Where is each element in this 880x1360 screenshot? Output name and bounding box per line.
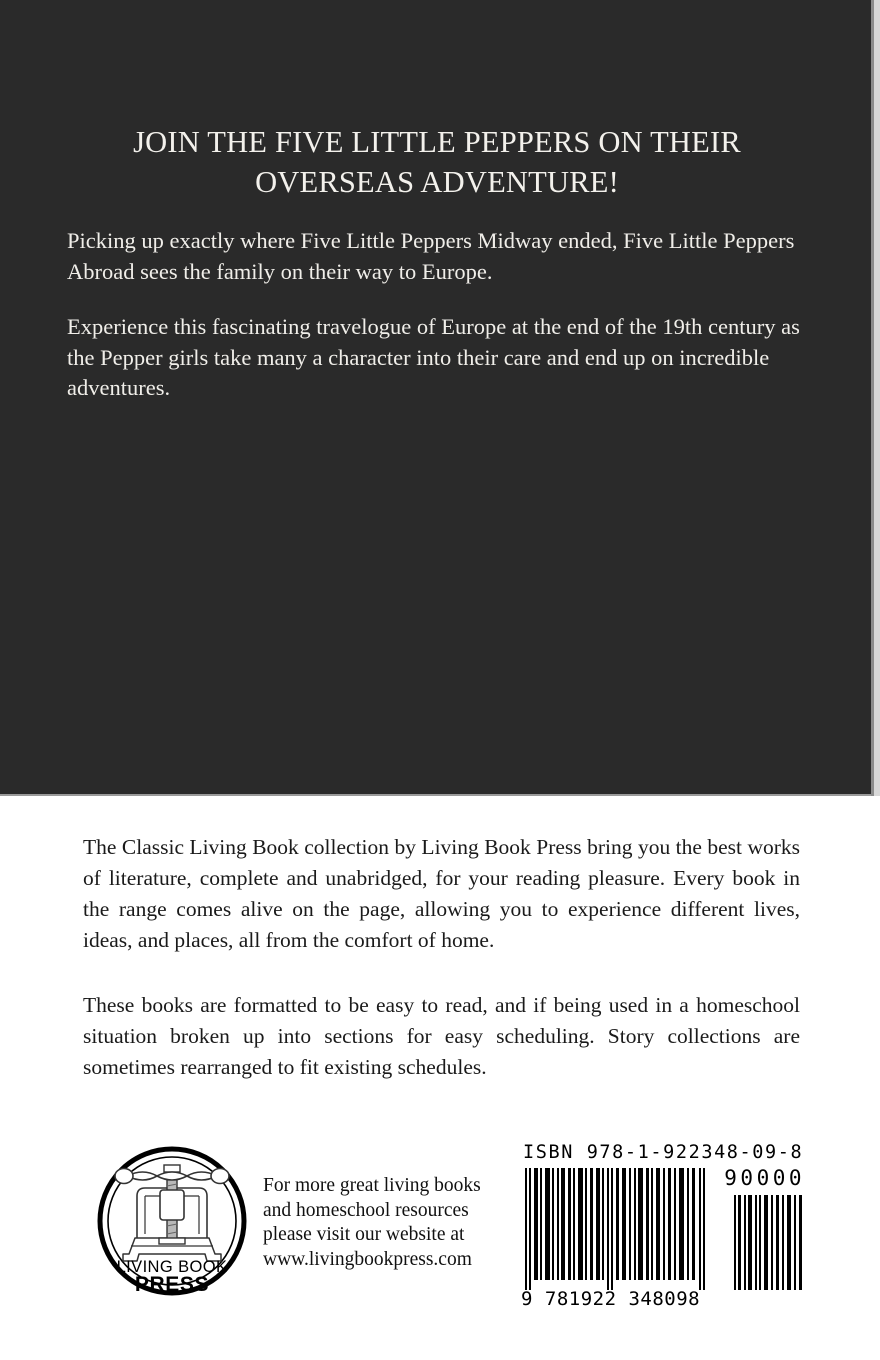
blurb-paragraph-1: Picking up exactly where Five Little Peppers Midway ended, Five Little Peppers Abroad sees the family on their way to Europe.	[67, 228, 795, 284]
cover-headline: JOIN THE FIVE LITTLE PEPPERS ON THEIR OVERSEAS ADVENTURE!	[133, 125, 741, 199]
series-paragraph-2: These books are formatted to be easy to read, and if being used in a homeschool situation broken up into sections for easy scheduling. Story collections are sometimes rearranged to fit existing schedules.	[83, 993, 800, 1079]
cover-footer	[0, 1140, 880, 1315]
cover-edge-strip	[871, 0, 880, 796]
promo-line-1: For more great living books	[263, 1175, 481, 1196]
isbn-label: ISBN 978-1-922348-09-8	[523, 1142, 804, 1163]
logo-line-2: PRESS	[134, 1273, 210, 1296]
printing-press-logo	[97, 1142, 247, 1300]
promo-text	[263, 1174, 513, 1272]
logo-line-1: LIVING BOOK	[116, 1258, 228, 1276]
publisher-info-panel	[0, 796, 880, 1360]
ean13-digits: 9 781922 348098	[521, 1288, 701, 1310]
ean5-addon-bars	[733, 1195, 805, 1290]
series-paragraph-1: The Classic Living Book collection by Living Book Press bring you the best works of literature, complete and unabridged, for your reading pleasure. Every book in the range comes alive on the page, allowing you to experience different lives, ideas, and places, all from the comfort of home.	[83, 835, 800, 952]
promo-website-url: www.livingbookpress.com	[263, 1248, 472, 1270]
barcode-addon-digits: 90000	[724, 1166, 805, 1190]
promo-line-2: and homeschool resources	[263, 1199, 469, 1221]
promo-line-3: please visit our website at	[263, 1224, 465, 1245]
blurb-paragraph-2: Experience this fascinating travelogue of Europe at the end of the 19th century as the Pepper girls take many a character into their care and end up on incredible adventures.	[67, 314, 800, 400]
ean13-bars	[523, 1168, 708, 1290]
isbn-barcode	[517, 1140, 807, 1315]
